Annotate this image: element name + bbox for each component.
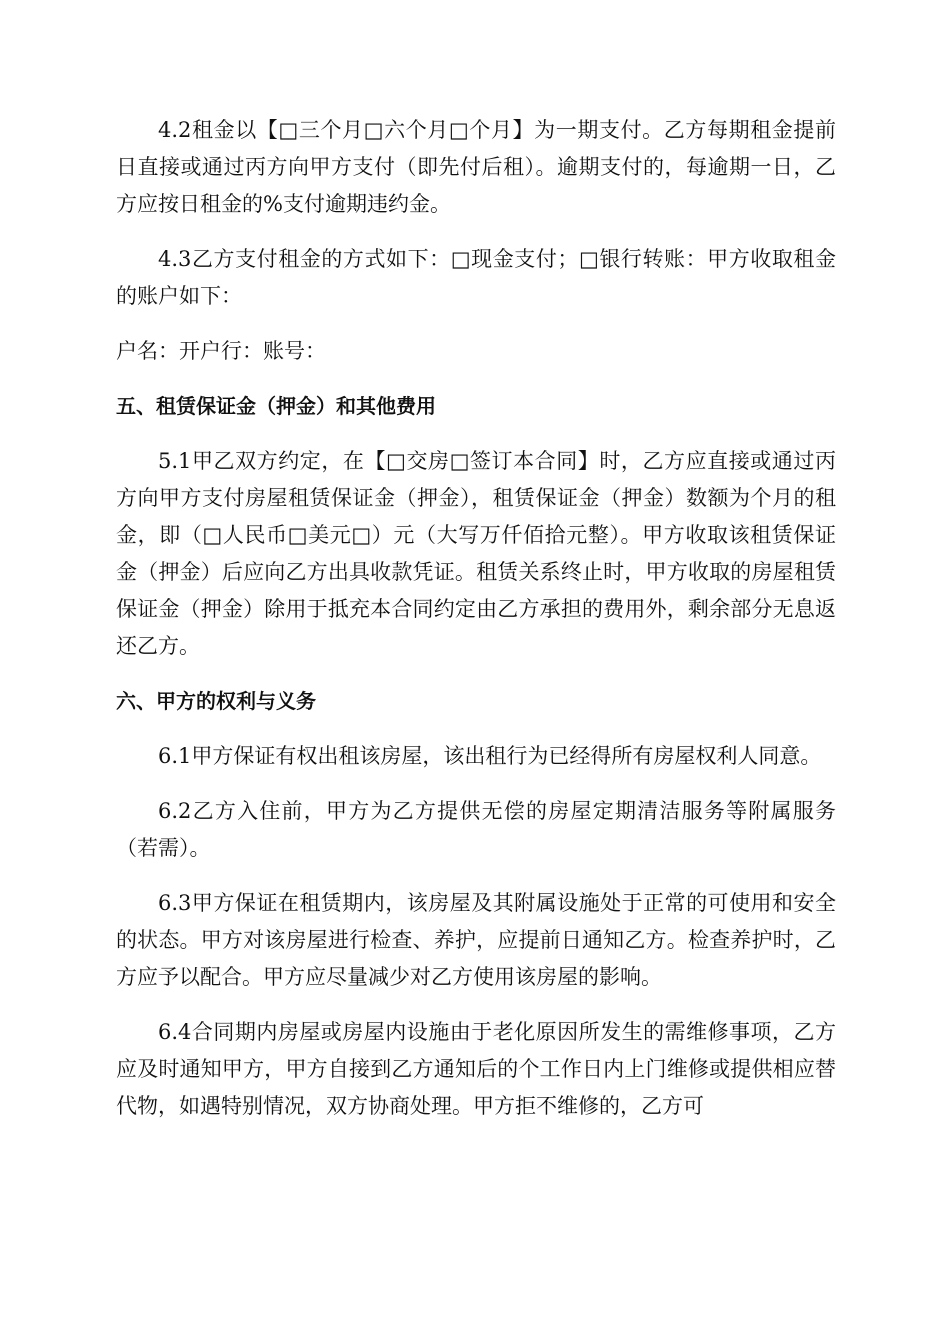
section-heading-5: 五、租赁保证金（押金）和其他费用: [116, 394, 436, 418]
clause-4-3: 4.3乙方支付租金的方式如下：□现金支付；□银行转账：甲方收取租金的账户如下：: [116, 247, 836, 308]
account-info-line: 户名：开户行：账号：: [116, 339, 326, 363]
clause-5-1: 5.1甲乙双方约定，在【□交房□签订本合同】时，乙方应直接或通过丙方向甲方支付房屋租赁保证金（押金），租赁保证金（押金）数额为个月的租金，即（□人民币□美元□）元（大写万仟佰拾元整）。甲方收取该租赁保证金（押金）后应向乙方出具收款凭证。租赁关系终止时，甲方收取的房屋租赁保证金（押金）除用于抵充本合同约定由乙方承担的费用外，剩余部分无息返还乙方。: [116, 449, 836, 658]
clause-6-2: 6.2乙方入住前，甲方为乙方提供无偿的房屋定期清洁服务等附属服务（若需）。: [116, 799, 836, 860]
clause-4-2: 4.2租金以【□三个月□六个月□个月】为一期支付。乙方每期租金提前日直接或通过丙方向甲方支付（即先付后租）。逾期支付的，每逾期一日，乙方应按日租金的%支付逾期违约金。: [116, 118, 836, 216]
document-page: [116, 112, 836, 1143]
clause-6-3: 6.3甲方保证在租赁期内，该房屋及其附属设施处于正常的可使用和安全的状态。甲方对该房屋进行检查、养护，应提前日通知乙方。检查养护时，乙方应予以配合。甲方应尽量减少对乙方使用该房屋的影响。: [116, 891, 836, 989]
clause-6-4: 6.4合同期内房屋或房屋内设施由于老化原因所发生的需维修事项，乙方应及时通知甲方，甲方自接到乙方通知后的个工作日内上门维修或提供相应替代物，如遇特别情况，双方协商处理。甲方拒不维修的，乙方可: [116, 1020, 836, 1118]
section-heading-6: 六、甲方的权利与义务: [116, 689, 316, 713]
clause-6-1: 6.1甲方保证有权出租该房屋，该出租行为已经得所有房屋权利人同意。: [158, 744, 822, 768]
